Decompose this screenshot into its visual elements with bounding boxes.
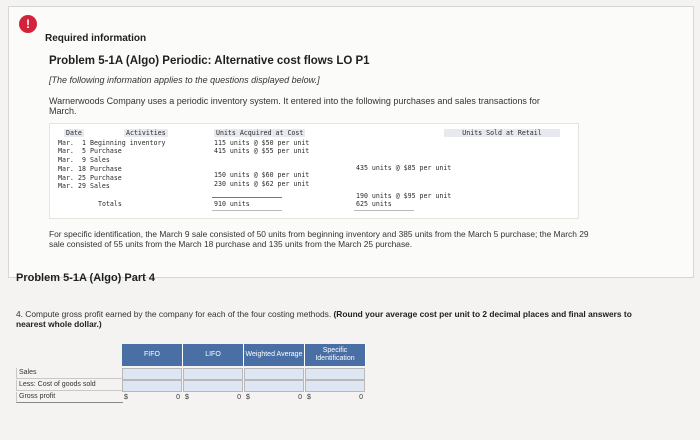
input-cogs-fifo[interactable] [122,380,182,392]
col-header-acquired: Units Acquired at Cost [216,129,304,137]
col-header-weighted-average: Weighted Average [244,344,305,366]
table-row: Mar. 5 Purchase 415 units @ $55 per unit [58,147,310,155]
table-row: Mar. 9 Sales 435 units @ $85 per unit [58,156,452,172]
part-title: Problem 5-1A (Algo) Part 4 [16,272,155,284]
totals-underline [212,210,282,211]
input-sales-lifo[interactable] [183,368,243,380]
totals-divider [212,197,282,198]
currency-symbol: $ [124,394,128,401]
table-row: Mar. 18 Purchase 150 units @ $60 per unit [58,165,310,179]
part-instruction: 4. Compute gross profit earned by the company for each of the four costing methods. (Round your average cost per unit to 2 decimal places and final answers to nearest whole dollar.) [16,309,632,329]
row-label-gross-profit: Gross profit [16,392,123,403]
col-header-date: Date [66,129,82,137]
col-header-fifo: FIFO [122,344,183,366]
alert-icon: ! [19,15,37,33]
input-sales-fifo[interactable] [122,368,182,380]
col-header-activities: Activities [126,129,166,137]
totals-row: Totals 910 units 625 units [98,200,392,208]
currency-symbol: $ [307,394,311,401]
gross-profit-lifo: 0 [237,394,241,401]
problem-title: Problem 5-1A (Algo) Periodic: Alternative cost flows LO P1 [49,55,370,67]
required-info-title: Required information [45,33,147,44]
specific-identification-explanation: For specific identification, the March 9 sale consisted of 50 units from beginning inventory and 385 units from the March 5 purchase; the March 29 sale consisted of 55 units from the March 18 purchase and 135 units from the March 25 purchase. [49,229,589,249]
col-header-specific-identification: Specific Identification [305,344,366,366]
row-label-sales: Sales [16,368,123,379]
intro-text: Warnerwoods Company uses a periodic inventory system. It entered into the following purchases and sales transactions for March. [49,96,540,116]
input-cogs-lifo[interactable] [183,380,243,392]
currency-symbol: $ [246,394,250,401]
gross-profit-specific-identification: 0 [359,394,363,401]
input-cogs-weighted-average[interactable] [244,380,304,392]
input-cogs-specific-identification[interactable] [305,380,365,392]
gross-profit-weighted-average: 0 [298,394,302,401]
col-header-lifo: LIFO [183,344,244,366]
gross-profit-fifo: 0 [176,394,180,401]
question-card [8,6,694,278]
table-row: Mar. 29 Sales 190 units @ $95 per unit [58,182,452,200]
info-note: [The following information applies to the questions displayed below.] [49,75,320,85]
totals-underline [354,210,414,211]
currency-symbol: $ [185,394,189,401]
table-row: Mar. 1 Beginning inventory 115 units @ $50 per unit [58,139,310,147]
input-sales-specific-identification[interactable] [305,368,365,380]
table-row: Mar. 25 Purchase 230 units @ $62 per unit [58,174,310,188]
input-sales-weighted-average[interactable] [244,368,304,380]
totals-divider [354,197,474,198]
row-label-cogs: Less: Cost of goods sold [16,380,123,391]
transactions-table [49,123,579,219]
gross-profit-table [16,344,366,414]
col-header-sold: Units Sold at Retail [444,129,560,137]
